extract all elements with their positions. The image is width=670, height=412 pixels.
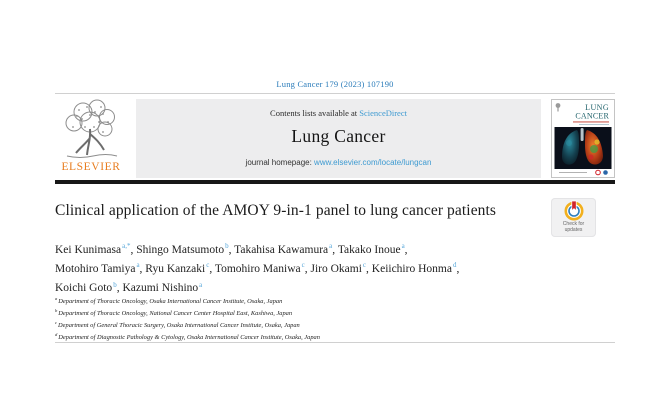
author-affil-sup: d (452, 261, 457, 270)
affiliation-list (55, 295, 555, 343)
homepage-line (136, 158, 541, 167)
author-affil-sup: a (136, 261, 140, 270)
header-top-rule (55, 93, 615, 94)
author-affil-sup: c (206, 261, 210, 270)
article-title: Clinical application of the AMOY 9-in-1 panel to lung cancer patients (55, 202, 497, 219)
homepage-prefix: journal homepage: (245, 158, 315, 167)
journal-citation: Lung Cancer 179 (2023) 107190 (276, 79, 394, 89)
cover-title-lung: LUNG (585, 103, 609, 112)
badge-label-line1: Check for (562, 221, 585, 227)
elsevier-wordmark: ELSEVIER (61, 161, 121, 173)
author-affil-sup: a,* (122, 242, 131, 250)
sciencedirect-link[interactable]: ScienceDirect (359, 108, 407, 118)
journal-cover-thumbnail[interactable] (551, 99, 615, 178)
author-affil-sup: a (401, 242, 405, 250)
author: Takahisa Kawamura$^a$, (234, 242, 338, 256)
abstract-top-rule (55, 342, 615, 343)
author: Shingo Matsumoto$^b$, (136, 242, 235, 256)
author: Ryu Kanzaki$^c$, (145, 261, 215, 276)
affiliation: $^a$Department of Thoracic Oncology, Osaka International Cancer Institute, Osaka, Japan (55, 296, 283, 306)
author: Takako Inoue$^a$, (337, 242, 408, 256)
elsevier-tree-icon (55, 98, 127, 160)
elsevier-logo (55, 98, 127, 178)
author-affil-sup: c (362, 261, 367, 270)
author: Motohiro Tamiya$^a$, (55, 261, 146, 276)
author-affil-sup: c (301, 261, 305, 270)
affiliation: $^b$Department of Thoracic Oncology, National Cancer Center Hospital East, Kashiwa, Japan (55, 307, 293, 318)
contents-line (136, 99, 541, 118)
affiliation: $^d$Department of Diagnostic Pathology & Cytology, Osaka International Cancer Institute, Osaka, Japan (55, 331, 320, 341)
journal-title: Lung Cancer (291, 126, 386, 146)
header-divider-rule (55, 180, 615, 184)
contents-prefix: Contents lists available at (270, 108, 360, 118)
author: Koichi Goto$^b$, (55, 280, 123, 295)
homepage-link[interactable]: www.elsevier.com/locate/lungcan (314, 158, 432, 167)
author-affil-sup: a (199, 280, 203, 289)
author-affil-sup: a (329, 242, 333, 250)
cover-title-cancer: CANCER (575, 111, 609, 121)
author-list (55, 239, 545, 297)
author: Jiro Okami$^c$, (310, 261, 372, 276)
affiliation: $^c$Department of General Thoracic Surgery, Osaka International Cancer Institute, Osaka, Japan (55, 319, 300, 329)
author: Tomohiro Maniwa$^c$, (214, 261, 311, 276)
author-affil-sup: b (225, 242, 229, 250)
check-for-updates-badge[interactable] (551, 198, 596, 237)
author: Kei Kunimasa$^{a,*}$, (55, 242, 137, 256)
author: Keiichiro Honma$^d$, (371, 261, 460, 276)
journal-banner (136, 99, 541, 178)
badge-label-line2: updates (564, 226, 583, 233)
author: Kazumi Nishino$^a$ (122, 280, 203, 295)
author-affil-sup: b (113, 280, 117, 289)
check-for-updates-icon (551, 200, 596, 222)
